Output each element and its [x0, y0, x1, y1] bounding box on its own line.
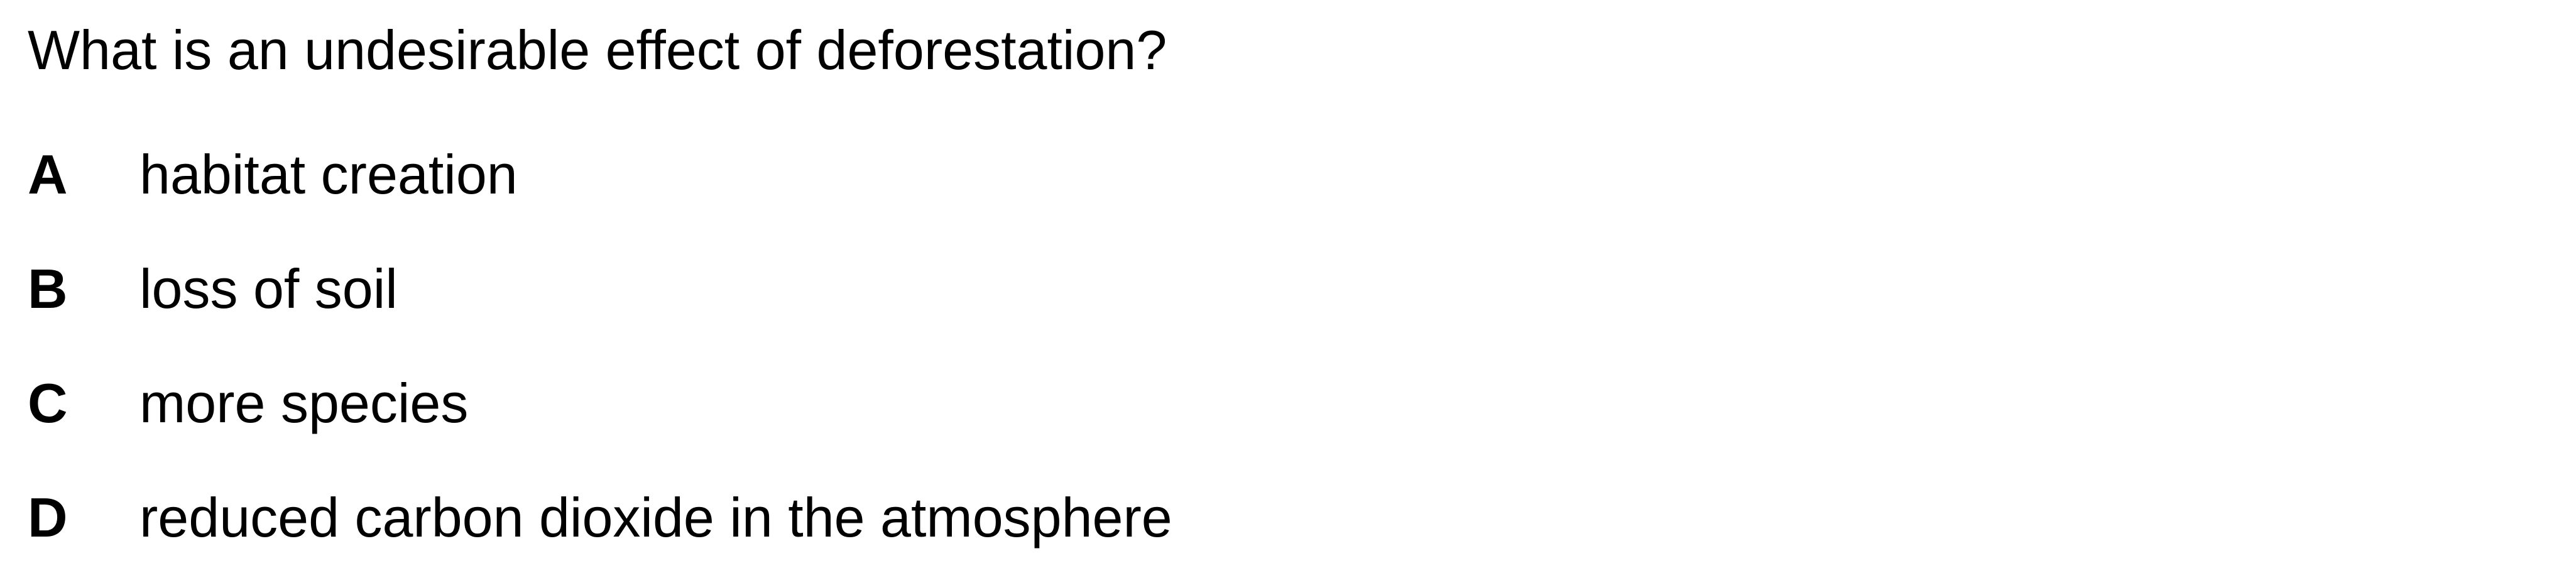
question-text: What is an undesirable effect of deforestation? [28, 19, 1167, 81]
option-text: habitat creation [139, 143, 518, 205]
option-letter: B [28, 258, 68, 320]
option-b[interactable] [0, 251, 2576, 327]
option-a[interactable] [0, 137, 2576, 212]
option-text: loss of soil [139, 258, 398, 320]
option-letter: C [28, 372, 68, 434]
option-text: reduced carbon dioxide in the atmosphere [139, 486, 1172, 549]
option-letter: A [28, 143, 68, 205]
option-d[interactable] [0, 480, 2576, 555]
option-text: more species [139, 372, 469, 434]
option-letter: D [28, 486, 68, 549]
option-c[interactable] [0, 366, 2576, 441]
